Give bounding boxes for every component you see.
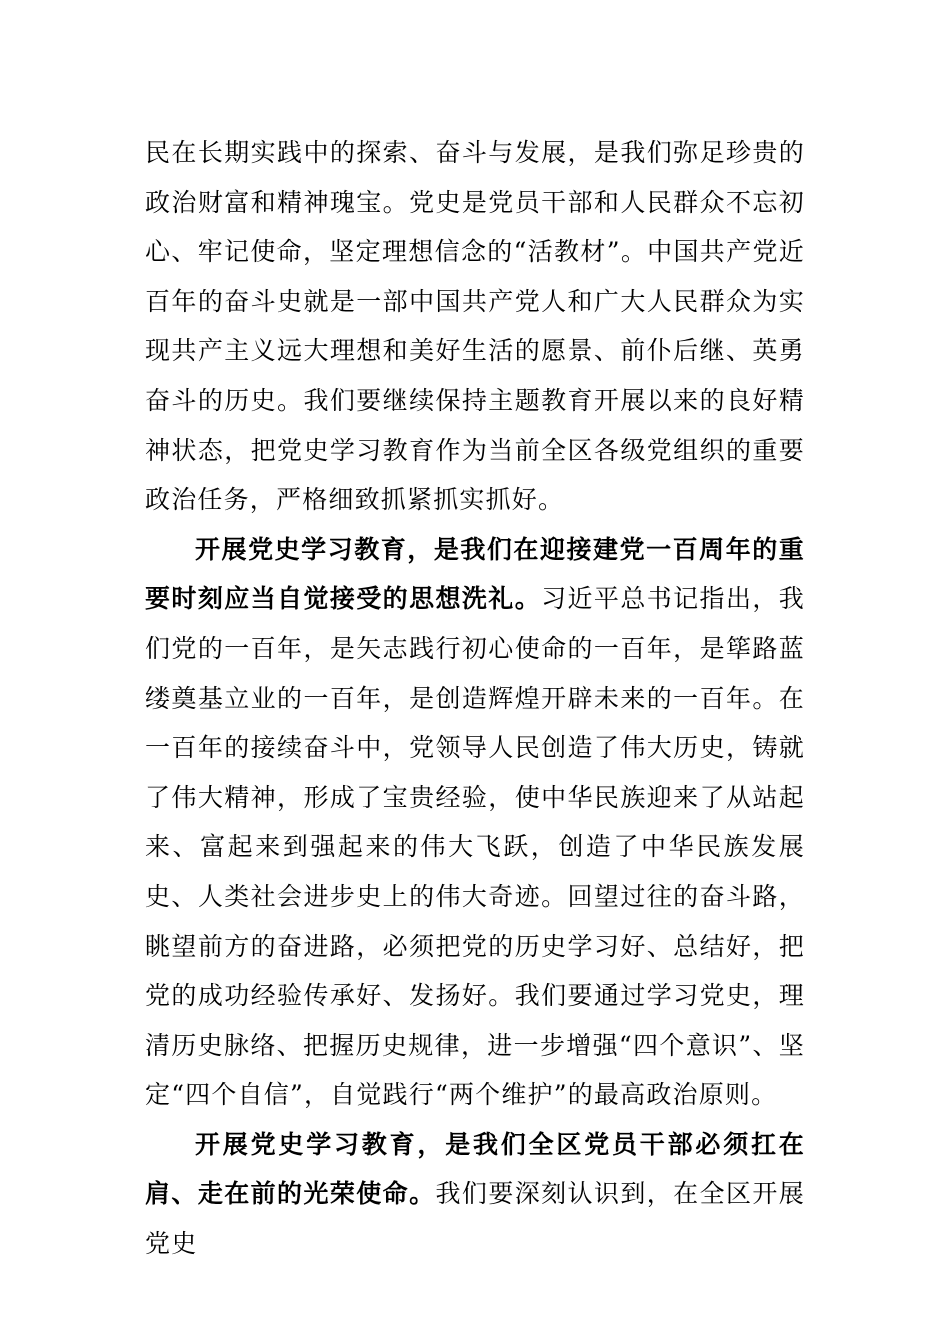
paragraph-lead-bold: 开展党史学习教育，是我们全区党员干部必须扛在肩、走在前的光荣使命。: [145, 1129, 805, 1209]
paragraph-body: 我们要深刻认识到，在全区开展党史: [145, 1179, 806, 1259]
paragraph-body: 民在长期实践中的探索、奋斗与发展，是我们弥足珍贵的政治财富和精神瑰宝。党史是党员干部和人民群众不忘初心、牢记使命，坚定理想信念的“活教材”。中国共产党近百年的奋斗史就是一部中国共产党人和广大人民群众为实现共产主义远大理想和美好生活的愿景、前仆后继、英勇奋斗的历史。我们要继续保持主题教育开展以来的良好精神状态，把党史学习教育作为当前全区各级党组织的重要政治任务，严格细致抓紧抓实抓好。: [145, 138, 805, 515]
paragraph: [145, 1120, 805, 1269]
paragraph-body: 习近平总书记指出，我们党的一百年，是矢志践行初心使命的一百年，是筚路蓝缕奠基立业的一百年，是创造辉煌开辟未来的一百年。在一百年的接续奋斗中，党领导人民创造了伟大历史，铸就了伟大精神，形成了宝贵经验，使中华民族迎来了从站起来、富起来到强起来的伟大飞跃，创造了中华民族发展史、人类社会进步史上的伟大奇迹。回望过往的奋斗路，眺望前方的奋进路，必须把党的历史学习好、总结好，把党的成功经验传承好、发扬好。我们要通过学习党史，理清历史脉络、把握历史规律，进一步增强“四个意识”、坚定“四个自信”，自觉践行“两个维护”的最高政治原则。: [145, 584, 805, 1110]
paragraph-continuation: [145, 128, 805, 525]
document-body: [145, 128, 805, 1269]
paragraph: [145, 525, 805, 1120]
paragraph-lead-bold: 开展党史学习教育，是我们在迎接建党一百周年的重要时刻应当自觉接受的思想洗礼。: [145, 534, 805, 614]
